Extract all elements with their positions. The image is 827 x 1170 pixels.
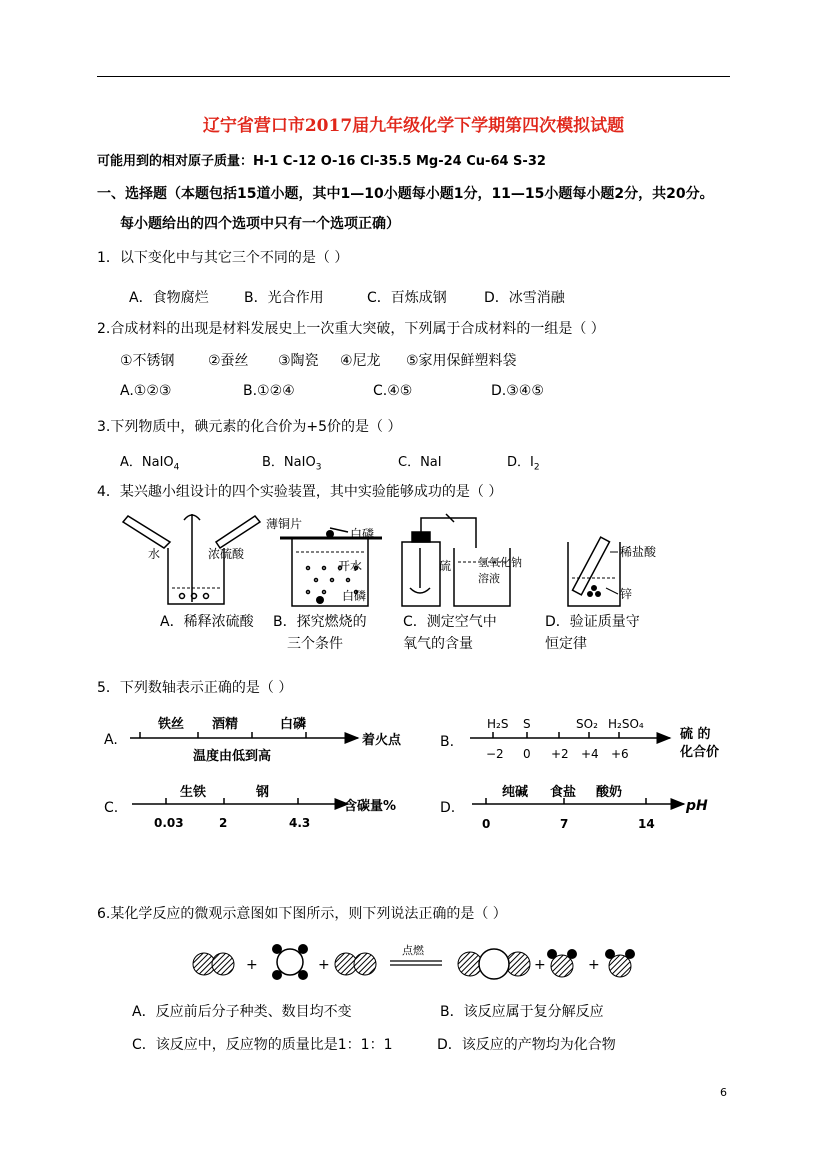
q5d-tick-0: 0 [482,817,491,831]
label-copper-sheet: 薄铜片 [266,517,303,531]
plus-3: + [534,957,546,973]
q2-item-4: ④尼龙 [340,353,381,369]
label-conc-acid: 浓硫酸 [208,547,245,561]
q1-option-b: B．光合作用 [244,290,324,306]
q2-stem: 2.合成材料的出现是材料发展史上一次重大突破，下列属于合成材料的一组是（ ） [97,321,605,337]
q2-option-d: D.③④⑤ [491,383,544,399]
q1-option-a: A．食物腐烂 [129,290,209,306]
apparatus-d [568,537,620,606]
q5d-end: pH [686,798,708,814]
q2-item-5: ⑤家用保鲜塑料袋 [406,353,517,369]
q5b-end-2: 化合价 [680,745,720,760]
q5b-so2: SO₂ [576,717,598,731]
plus-4: + [588,957,600,973]
q5-label-b: B. [440,734,455,750]
molecule-reactant-3 [335,953,376,975]
q5b-tick-neg2: −2 [486,747,504,761]
q4-caption-a: A．稀释浓硫酸 [160,614,254,630]
q5-label-a: A. [104,732,118,748]
plus-2: + [318,957,330,973]
q4-caption-c: C．测定空气中 氧气的含量 [403,614,497,652]
q5a-below: 温度由低到高 [193,749,272,764]
label-naoh-1: 氢氧化钠 [478,556,522,569]
label-dilute-hcl: 稀盐酸 [620,545,657,559]
label-white-p-bottom: 白磷 [342,589,367,603]
q5b-tick-0: 0 [523,747,531,761]
page-number: 6 [720,1086,727,1099]
q2-item-1: ①不锈钢 [120,353,175,369]
q1-option-c: C．百炼成钢 [367,290,447,306]
q4-stem: 4．某兴趣小组设计的四个实验装置，其中实验能够成功的是（ ） [97,484,503,500]
q3-option-a: A．NaIO$_4$ [120,455,180,473]
q5a-iron-wire: 铁丝 [158,717,185,732]
q5a-alcohol: 酒精 [212,717,239,732]
page-title: 辽宁省营口市2017届九年级化学下学期第四次模拟试题 [202,116,625,136]
label-sulfur: 硫 [439,559,452,573]
label-naoh-2: 溶液 [478,572,500,585]
plus-1: + [246,957,258,973]
label-water: 水 [148,547,161,561]
q2-option-a: A.①②③ [120,383,172,399]
q5d-tick-7: 7 [560,817,569,831]
q5c-tick-2: 2 [219,816,228,830]
q6-micro-diagram [180,936,650,988]
q5-number-lines [100,710,720,840]
q2-option-c: C.④⑤ [373,383,413,399]
q5d-tick-14: 14 [638,817,655,831]
q6-option-d: D．该反应的产物均为化合物 [437,1037,616,1053]
q1-option-d: D．冰雪消融 [484,290,565,306]
q5a-end: 着火点 [362,733,402,748]
q5-label-c: C. [104,800,119,816]
q3-stem: 3.下列物质中，碘元素的化合价为+5价的是（ ） [97,419,402,435]
q5-stem: 5．下列数轴表示正确的是（ ） [97,680,293,696]
q5d-yogurt: 酸奶 [596,785,623,800]
q2-option-b: B.①②④ [243,383,295,399]
molecule-product-1 [458,949,530,979]
q6-option-c: C．该反应中，反应物的质量比是1：1：1 [132,1037,393,1053]
q2-item-2: ②蚕丝 [208,353,249,369]
section-note: 每小题给出的四个选项中只有一个选项正确） [120,216,400,232]
q5b-tick-2: +2 [551,747,569,761]
header-rule [97,76,730,77]
label-white-p-top: 白磷 [350,527,375,541]
molecule-reactant-1 [193,953,234,975]
section-heading: 一、选择题（本题包括15道小题，其中1—10小题每小题1分，11—15小题每小题2分，共20分。 [97,186,714,202]
q5b-tick-6: +6 [611,747,629,761]
reaction-condition: 点燃 [402,944,424,957]
q5b-h2s: H₂S [487,717,509,731]
q6-option-a: A．反应前后分子种类、数目均不变 [132,1004,352,1020]
molecule-product-2 [547,949,577,977]
molecule-reactant-2 [272,944,308,980]
q4-apparatus-figure [120,508,660,614]
q3-option-c: C．NaI [398,455,442,470]
q5c-end: 含碳量% [344,799,397,814]
q6-option-b: B．该反应属于复分解反应 [440,1004,604,1020]
molecule-product-3 [605,949,635,977]
q5c-steel: 钢 [256,785,270,800]
q5a-white-phosphorus: 白磷 [280,717,307,732]
q5-label-d: D. [440,800,456,816]
q5b-s: S [523,717,531,731]
q1-stem: 1．以下变化中与其它三个不同的是（ ） [97,250,349,266]
q3-option-b: B．NaIO$_3$ [262,455,322,473]
atomic-masses: 可能用到的相对原子质量：H-1 C-12 O-16 Cl-35.5 Mg-24 Cu-64 S-32 [97,154,546,169]
q5d-soda-ash: 纯碱 [502,785,529,800]
q2-item-3: ③陶瓷 [278,353,319,369]
q4-caption-b: B．探究燃烧的 三个条件 [273,614,367,652]
q5b-end-1: 硫 的 [680,727,711,742]
q5c-tick-003: 0.03 [154,816,184,830]
q5c-tick-43: 4.3 [289,816,311,830]
q5b-h2so4: H₂SO₄ [608,717,644,731]
label-hot-water: 开水 [338,559,363,573]
q4-caption-d: D．验证质量守 恒定律 [545,614,640,652]
label-zinc: 锌 [620,587,633,601]
q5d-salt: 食盐 [550,785,577,800]
q5c-pig-iron: 生铁 [180,785,207,800]
q6-stem: 6.某化学反应的微观示意图如下图所示，则下列说法正确的是（ ） [97,906,507,922]
q5b-tick-4: +4 [581,747,599,761]
q3-option-d: D．$I_2$ [507,455,540,473]
